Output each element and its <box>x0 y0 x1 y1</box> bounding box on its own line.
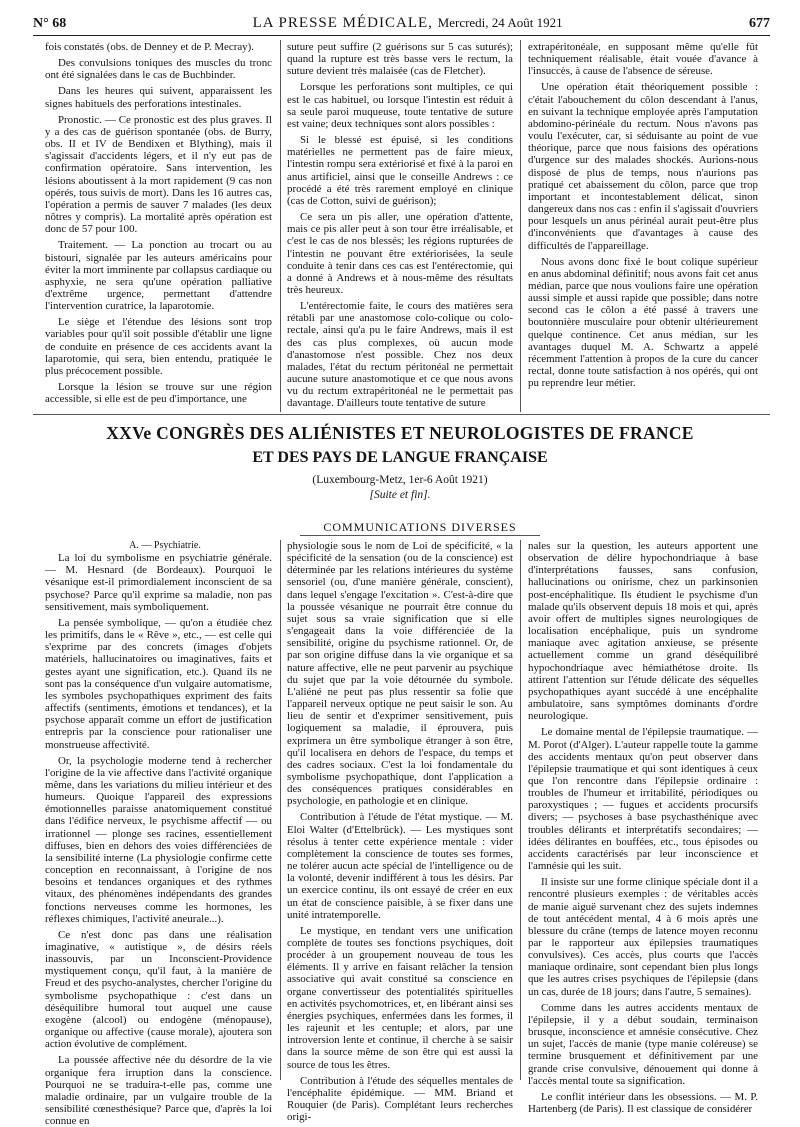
paragraph: extrapéritonéale, en supposant même qu'elle fût techniquement réalisable, était vouée d'avance à l'insuccès, à cause de l'absence de séreuse. <box>528 41 758 78</box>
section-subheading: COMMUNICATIONS DIVERSES <box>323 520 517 534</box>
paragraph: La loi du symbolisme en psychiatrie générale. — M. Hesnard (de Bordeaux). Pourquoi le vésanique est-il primordialement inconscient de sa psychose? Parce qu'il exprime sa maladie, non pas sensitivement, mais symboliquement. <box>45 552 272 613</box>
page-number: 677 <box>749 16 770 31</box>
paragraph: Ce sera un pis aller, une opération d'attente, mais ce pis aller peut à son tour être irréalisable, et c'est le cas de nos blessés; les régions rupturées de l'intestin ne pouvant être extériorisées, la seule conduite à tenir dans ces cas est l'entérectomie, qui a donné à Andrews et à nous-même des résultats très heureux. <box>287 211 513 296</box>
paragraph: Traitement. — La ponction au trocart ou au bistouri, signalée par les auteurs américains pour éviter la mort imminente par collapsus cardiaque ou asphyxie, ne sera qu'une opération palliative d'extrême urgence, permettant d'attendre l'intervention curatrice, la laparotomie. <box>45 239 272 313</box>
paragraph: Le mystique, en tendant vers une unification complète de toutes ses fonctions psychiques, doit procéder à un groupement nouveau de tous les éléments. Il y arrive en faisant relâcher la tension associative qui avait constitué sa conscience en organe convertisseur des potentialités spirituelles en activités psychomotrices, et, en libérant ainsi ses énergies psychiques, enfermées dans les formes, il les rajeunit et les centuple; et alors, par une introversion lente et continue, il cherche à se saisir dans la source même de son être qui est aussi la source de tous les êtres. <box>287 924 513 1071</box>
congress-suite: [Suite et fin]. <box>369 489 431 501</box>
bottom-column-3 <box>528 540 758 1116</box>
paragraph: Contribution à l'étude de l'état mystique. — M. Eloi Walter (d'Ettelbrück). — Les mystiques sont résolus à tenter cette expérience mentale : vider complètement la conscience de toutes ses formes, ne tolérer aucun acte spécial de l'intelligence ou de la volonté, devenir indifférent à tous les désirs. Par un exercice continu, ils ont essayé de créer en eux un état de conscience paisible, à se fixer dans une unité intratemporelle. <box>287 811 513 921</box>
paragraph: Comme dans les autres accidents mentaux de l'épilepsie, il y a début soudain, terminaison brusque, inconscience et amnésie consécutive. Chez un sujet, l'accès de manie (type manie coléreuse) se termine brusquement et définitivement par une grande crise convulsive, dénouement qui donne à l'accès mental toute sa signification. <box>528 1001 758 1087</box>
paragraph: nales sur la question, les auteurs apportent une observation de délire hypochondriaque à base d'interprétations fausses, sans confusion, hallucinations ou onirisme, chez un parkinsonien post-encéphalitique. Ils étudient le psychisme d'un malade qu'ils observent depuis 18 mois et qui, après avoir offert de multiples signes neurologiques de localisation encéphalique, puis un syndrome maniaque avec agitation anxieuse, se présente actuellement comme un grand déséquilibré hypochondriaque avec hémiathétose droite. Ils attirent l'attention sur l'étude délicate des séquelles psychopathiques ayant succédé à une encéphalite ambulatoire, sans symptômes dominants d'ordre neurologique. <box>528 540 758 723</box>
paragraph: fois constatés (obs. de Denney et de P. Mecray). <box>45 41 254 53</box>
section-rule <box>33 414 770 415</box>
bottom-column-2 <box>287 540 513 1124</box>
paragraph: Or, la psychologie moderne tend à rechercher l'origine de la vie affective dans l'activité organique même, dans les variations du milieu intérieur et des humeurs. Quoique l'appareil des expressions émotionnelles paraisse anatomiquement constitué dans l'édifice nerveux, le psychisme affectif — ou irrationnel — plonge ses racines, essentiellement diffuses, bien en dehors des voies différenciées de la sensibilité interne (La physiologie confirme cette conception en reconnaissant, à l'origine de nos besoins et tendances organiques et des rythmes vitaux, des phénomènes indépendants des grandes fonctions nerveuses comme les hormones, les réflexes chimiques, l'activité aneurale...). <box>45 754 272 925</box>
bottom-column-1 <box>45 540 272 1127</box>
paragraph: Le siège et l'étendue des lésions sont trop variables pour qu'il soit possible d'établir une ligne de conduite en présence de ces accidents avant la laparotomie, qui sera, bien entendu, pratiquée le plus précocement possible. <box>45 316 272 377</box>
paragraph: Pronostic. — Ce pronostic est des plus graves. Il y a des cas de guérison spontanée (obs. de Burry, obs. II et IV de Bendixen et Blything), mais il s'agissait d'accidents légers, et il n'y eut pas de confirmation opératoire. Sans intervention, les lésions aboutissent à la mort rapidement (9 cas non opérés, tous suivis de mort). Dans les 16 autres cas, l'opération a permis de sauver 7 malades (les deux nôtres y compris). La mortalité après opération est donc de 57 pour 100. <box>45 113 272 236</box>
paragraph: Il insiste sur une forme clinique spéciale dont il a rencontré plusieurs exemples : de véritables accès de manie aiguë survenant chez des sujets indemnes de tout antécédent mental, 4 à 6 mois après une blessure du crâne (temps de latence moyen reconnu par le rapporteur aux épilepsies traumatiques convulsives). Ces accès, plus courts que l'accès maniaque ordinaire, sont cependant bien plus longs que les autres crises psychiques de l'épilepsie (dans un cas, durée de 18 jours; dans l'autre, 5 semaines). <box>528 876 758 998</box>
paragraph: Si le blessé est épuisé, si les conditions matérielles ne permettent pas de faire mieux, l'intestin rompu sera extériorisé et fixé à la paroi en anus artificiel, ainsi que le conseille Andrews : ce procédé a été très rarement employé en clinique (cas de Cotton, suivi de guérison); <box>287 134 513 207</box>
paragraph: physiologie sous le nom de Loi de spécificité, « la spécificité de la sensation (ou de la conscience) est déterminée par les relations intérieures du système sensoriel (ou, d'une manière générale, conscient), dans lequel s'engage l'excitation ». C'est-à-dire que la poussée vésanique ne pourrait être connue du sujet sous sa vraie signification que si elle s'engageait dans la voie différenciée de la sensibilité, origine du psychisme rationnel. Or, de par son origine diffuse dans la vie organique et sa nature affective, elle ne peut parvenir au psychique du sujet que par la voie détournée du symbole. L'aliéné ne peut pas plus ressentir sa folie que l'appareil nerveux optique ne peut saisir le son. Au lieu de sentir et d'exprimer sensitivement, puis logiquement sa maladie, il éprouvera, puis exprimera un être symbolique étranger à son être, qu'il localisera en dehors de l'espace, du temps et des cadres sociaux. C'est la loi fondamentale du symbolisme psychopathique, dont l'application a des conséquences pratiques considérables en psychologie, en pathologie et en clinique. <box>287 540 513 808</box>
running-header <box>33 10 770 36</box>
paragraph: Le conflit intérieur dans les obsessions. — M. P. Hartenberg (de Paris). Il est classique de considérer <box>528 1090 758 1116</box>
congress-place-date: (Luxembourg-Metz, 1er-6 Août 1921) <box>312 474 488 486</box>
top-column-3 <box>528 41 758 413</box>
section-label: A. — Psychiatrie. <box>129 540 201 551</box>
top-column-2 <box>287 41 513 413</box>
paragraph: Le domaine mental de l'épilepsie traumatique. — M. Porot (d'Alger). L'auteur rappelle toute la gamme des accidents mentaux qu'on peut observer dans l'épilepsie traumatique et qui sont identiques à ceux que l'on rencontre dans l'épilepsie ordinaire : troubles de l'humeur et irritabilité, périodiques ou paroxystiques ; — fugues et accidents procursifs divers; — psychoses à base psychasthénique avec troubles délirants et interprétatifs secondaires; — idées délirantes en bouffées, etc., tous épisodes ou accidents caractérisés par leur inconscience et l'amnésie qui les suit. <box>528 726 758 873</box>
paragraph: Dans les heures qui suivent, apparaissent les signes habituels des perforations intestinales. <box>45 85 272 110</box>
issue-number: N° 68 <box>33 16 67 31</box>
journal-title-line <box>253 15 563 32</box>
paragraph: Contribution à l'étude des séquelles mentales de l'encéphalite épidémique. — MM. Briand et Rouquier (de Paris). Complétant leurs recherches origi- <box>287 1074 513 1124</box>
column-rule <box>280 40 281 412</box>
column-rule <box>280 540 281 1080</box>
paragraph: La poussée affective née du désordre de la vie organique fera irruption dans la conscience. Pourquoi ne se traduira-t-elle pas, comme une maladie ordinaire, par un vulgaire trouble de la sensibilité cœnesthésique? Parce que, d'après la loi connue en <box>45 1054 272 1127</box>
congress-subtitle: ET DES PAYS DE LANGUE FRANÇAISE <box>252 449 548 466</box>
congress-title: XXVe CONGRÈS DES ALIÉNISTES ET NEUROLOGISTES DE FRANCE <box>106 423 694 443</box>
subheading-rule <box>300 535 540 536</box>
paragraph: Des convulsions toniques des muscles du tronc ont été signalées dans le cas de Buchbinder. <box>45 57 272 82</box>
paragraph: Lorsque les perforations sont multiples, ce qui est le cas habituel, ou lorsque l'intestin est réduit à sa seule paroi muqueuse, toute tentative de suture est vaine; deux techniques sont alors possibles : <box>287 81 513 130</box>
column-rule <box>520 540 521 1080</box>
paragraph: Nous avons donc fixé le bout colique supérieur en anus abdominal définitif; nous avons fait cet anus médian, parce que nous voulions faire une opération aussi simple et aussi rapide que possible; dans notre second cas le côlon a été passé à travers une boutonnière musculaire pour obtenir ultérieurement quelque continence. Cet anus médian, sur les avantages duquel M. A. Schwartz a appelé récemment l'attention à propos de la cure du cancer rectal, donne toute satisfaction à nos opérés, qui ont pu reprendre leur métier. <box>528 255 758 390</box>
paragraph: La pensée symbolique, — qu'on a étudiée chez les primitifs, dans le « Rêve », etc., — est celle qui s'exprime par des concrets (images d'objets matériels, hallucinatoires ou imaginatives, faits et gestes ayant une signification, etc.). Quand ils ne sont pas la conséquence d'un vulgaire automatisme, les symboles psychopathiques expriment des faits affectifs (sentiments, émotions et tendances), et la psychose apparaît comme un effort de justification entrepris par la conscience pour rationaliser une monstrueuse affectivité. <box>45 616 272 751</box>
top-column-1 <box>45 41 272 413</box>
issue-date: Mercredi, 24 Août 1921 <box>437 15 563 30</box>
paragraph: Une opération était théoriquement possible : c'était l'abouchement du côlon descendant à l'anus, en suivant la technique employée après l'amputation abdomino-périnéale du rectum. Nous n'avons pas voulu l'exécuter, car, si séduisante au point de vue théorique, parce que nous faisions des opérations d'urgence sur des malades shockés. Aurions-nous disposé de plus de temps, nous n'aurions pas pratiqué cet abaissement du côlon, parce que trop important et incontestablement délicat, sinon dangereux dans nos cas : enfin il s'agissait d'ouvriers pour lesquels un anus périnéal aurait peut-être plus d'inconvénients que d'avantages à cause des difficultés de l'appareillage. <box>528 81 758 252</box>
paragraph: L'entérectomie faite, le cours des matières sera rétabli par une anastomose colo-colique ou colo-rectale, ainsi qu'a pu le faire Andrews, mais il est des cas plus complexes, où aucun mode d'anastomose n'est possible. Chez nos deux malades, l'état du rectum péritonéal ne permettait aucune suture anastomotique et ce que nous avons vu du rectum extrapéritonéal ne le permettait pas davantage. D'ailleurs toute tentative de suture <box>287 300 513 410</box>
column-rule <box>520 40 521 412</box>
journal-name: LA PRESSE MÉDICALE, <box>252 15 433 31</box>
paragraph: Lorsque la lésion se trouve sur une région accessible, si elle est de peu d'importance, une <box>45 381 272 406</box>
paragraph: Ce n'est donc pas dans une réalisation imaginative, « autistique », de désirs réels inassouvis, par un Inconscient-Providence mystiquement conçu, qu'il faut, à la manière de Freud et des psycho-analystes, chercher l'origine du symbolisme psychopathique : c'est dans un déséquilibre humoral tout auquel une cause exogène (alcool) ou endogène (ménopause), organique ou affective (cause morale), ajoutera son action évolutive de complément. <box>45 928 272 1051</box>
paragraph: suture peut suffire (2 guérisons sur 5 cas suturés); quand la rupture est très basse vers le rectum, la suture devient très malaisée (cas de Fletcher). <box>287 41 513 78</box>
